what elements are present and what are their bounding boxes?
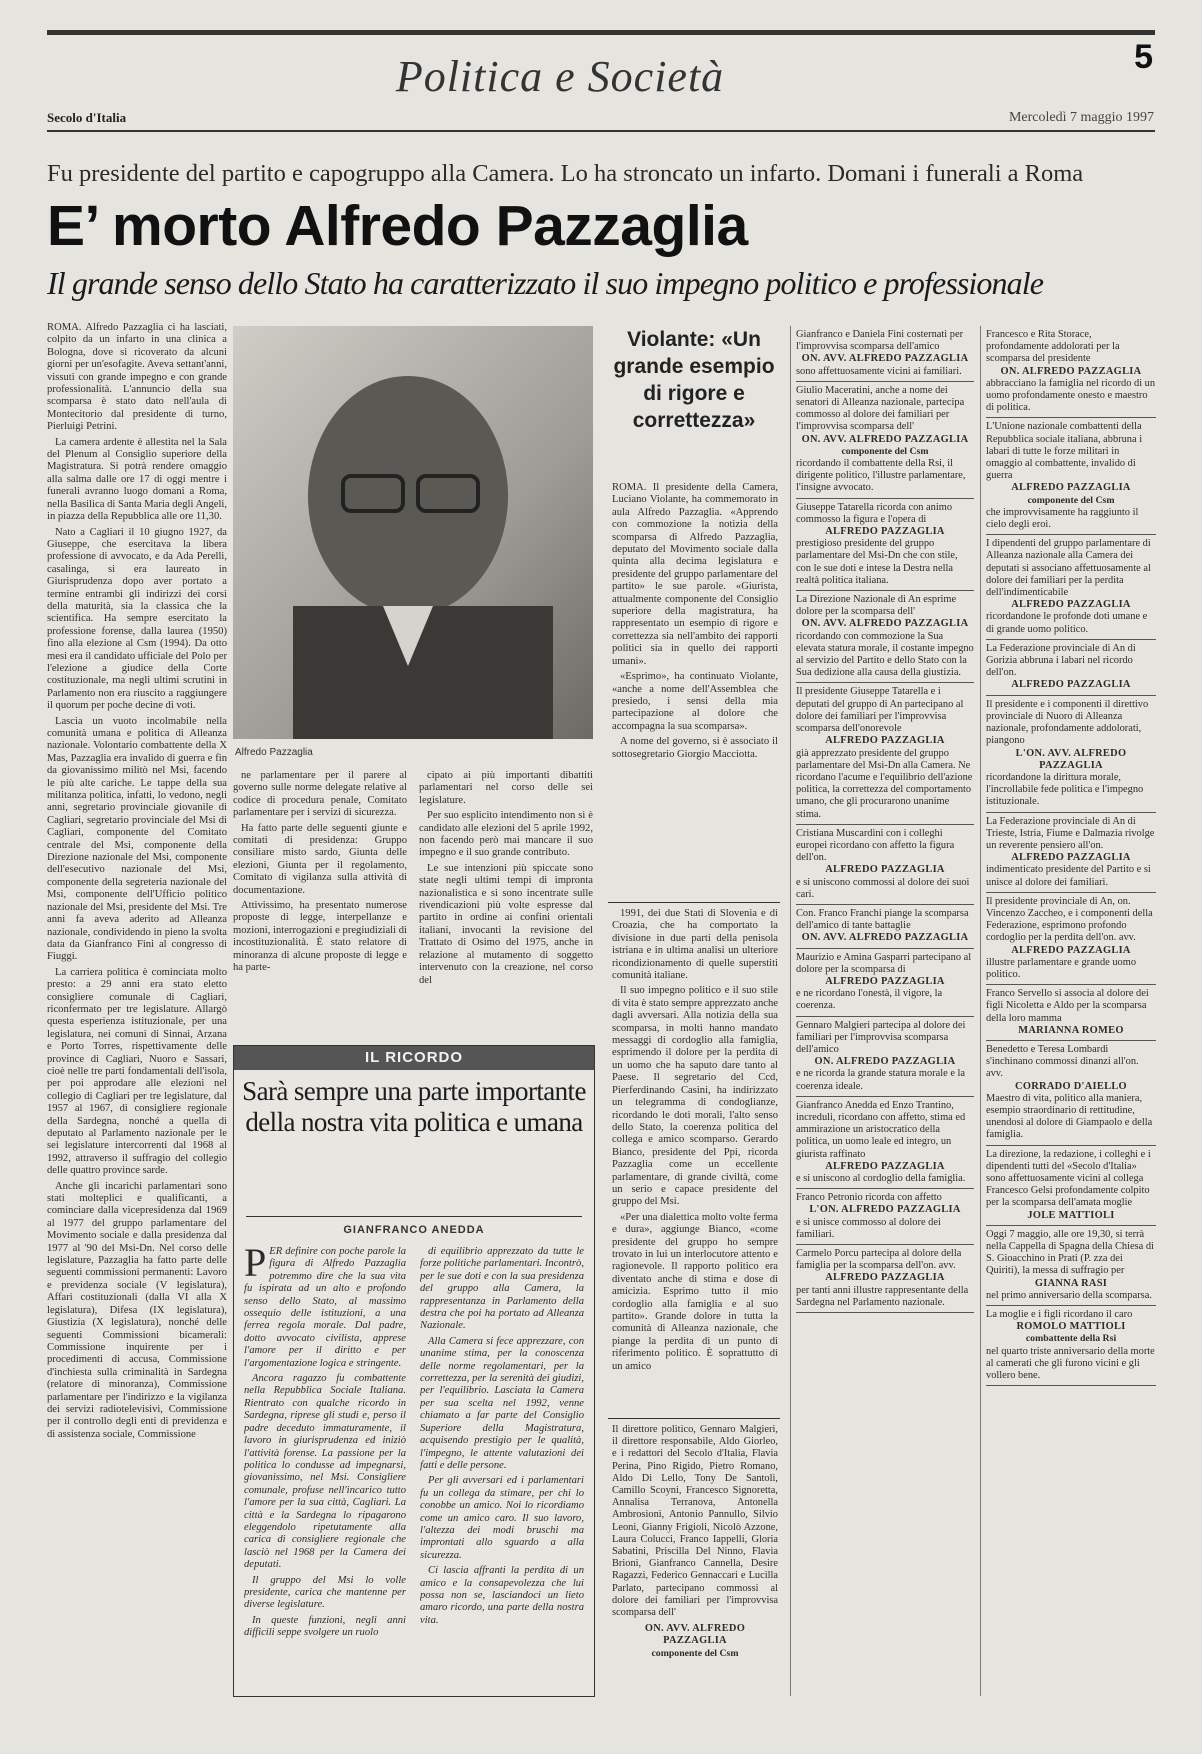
condolence-notice (986, 1306, 1156, 1386)
notice-text: La Federazione provinciale di An di Trieste, Istria, Fiume e Dalmazia rivolge un reverente pensiero all'on. (986, 815, 1155, 851)
condolence-notice (986, 813, 1156, 893)
masthead-rule (47, 130, 1155, 132)
ricordo-paragraph: di equilibrio apprezzato da tutte le forze politiche parlamentari. Incontrò, per le sue doti e con la sua presidenza del gruppo alla Camera, la rappresentanza in Parlamento della destra che poi ha portato ad Alleanza Nazionale. (420, 1246, 584, 1332)
condolence-notice (796, 905, 974, 949)
continuation-paragraph: Il suo impegno politico e il suo stile di vita è stato sempre apprezzato anche dagli avversari. Alla notizia della sua scomparsa, in molti hanno mandato messaggi di cordoglio alla famiglia, esprimendo il dolore per la perdita di un uomo che ha saputo dare tanto al Paese. Il segretario del Ccd, Pierferdinando Casini, ha indirizzato un telegramma di condoglianze, ricordando le doti morali, l'alto senso dello Stato, la coerenza politica del collega e amico scomparso. Gerardo Bianco, presidente del Ppi, ricorda Pazzaglia come un eccellente parlamentare, di grande civiltà, come un serio e capace presidente del gruppo del Msi. (612, 985, 778, 1208)
notice-after: ricordandone le profonde doti umane e di grande uomo politico. (986, 611, 1148, 635)
staff-rule (608, 1418, 780, 1419)
article-paragraph: Attivissimo, ha presentato numerose proposte di legge, interpellanze e mozioni, interrogazioni e pregiudiziali di incostituzionalità. È stato relatore di minoranza di alcune proposte di legge e ha parte- (233, 900, 407, 974)
ricordo-paragraph: Ancora ragazzo fu combattente nella Repubblica Sociale Italiana. Rientrato con qualche ricordo in Sardegna, riprese gli studi e, perso il padre deceduto immaturamente, il lavoro in giurisprudenza ed iniziò l'attività forense. La passione per la politica lo condusse ad impegnarsi, giovanissimo, nel Msi. Consigliere comunale, profuse nell'incarico tutto l'amore per la sua città, Cagliari. La città e la Sardegna lo ripagarono eleggendolo ripetutamente alla carica di consigliere regionale che lasciò nel 1968 per la Camera dei deputati. (244, 1373, 406, 1571)
condolence-notice (796, 825, 974, 905)
notice-after: illustre parlamentare e grande uomo politico. (986, 956, 1137, 980)
notice-after: già apprezzato presidente del gruppo parlamentare del Msi-Dn alla Camera. Ne ricordano l'acume e l'equilibrio dell'azione politica, la correttezza del comportamento umano, che gli procurarono unanime stima. (796, 747, 973, 820)
condolence-notice (986, 893, 1156, 985)
photo-caption: Alfredo Pazzaglia (235, 747, 313, 758)
notice-text: Franco Servello si associa al dolore dei figli Nicoletta e Aldo per la scomparsa della loro mamma (986, 988, 1149, 1024)
notice-after: e si uniscono al cordoglio della famiglia. (796, 1173, 966, 1184)
notice-name: ALFREDO PAZZAGLIA (825, 735, 945, 747)
sidebar-paragraph: ROMA. Il presidente della Camera, Luciano Violante, ha commemorato in aula Alfredo Pazzaglia. «Apprendo con commozione la notizia della scomparsa di Alfredo Pazzaglia, deputato del Movimento sociale dalla quinta alla decima legislatura e presidente del gruppo parlamentare del partito» le sue parole. «Giurista, attualmente componente del Consiglio superiore della magistratura, ha rappresentato un esempio di rigore e correttezza sia nell'ambito dei rapporti politici sia in quello dei rapporti umani». (612, 482, 778, 667)
notice-after: abbracciano la famiglia nel ricordo di un uomo profondamente onesto e maestro di politica. (986, 377, 1156, 414)
condolence-notice (796, 683, 974, 824)
notice-text: L'Unione nazionale combattenti della Repubblica sociale italiana, abbruna i labari di tutte le forze militari in omaggio al combattente, invalido di guerra (986, 421, 1143, 482)
article-paragraph: La carriera politica è cominciata molto presto: a 29 anni era stato eletto consigliere comunale di Cagliari, riconfermato per tre legislature. Allargò questa esperienza istituzionale, per una legislatura, nei comuni di Sinnai, Arzana e Porto Torres, rispettivamente delle province di Cagliari, Nuoro e Sassari, cioè nelle tre parti fondamentali dell'isola, per poi approdare alle elezioni nel collegio di Cagliari per tre legislature, dal 1957 al 1967, di consigliere regionale della Sardegna, nonché a quella di deputato al Parlamento nazionale per le sei legislature intercorrenti dal 1968 al 1992, attraverso il suffragio del collegio delle quattro province sarde. (47, 966, 227, 1177)
ricordo-column-2 (420, 1246, 584, 1688)
notice-text: Giuseppe Tatarella ricorda con animo commosso la figura e l'opera di (796, 501, 953, 525)
notice-name: GIANNA RASI (1034, 1277, 1108, 1289)
notice-name: ALFREDO PAZZAGLIA (825, 526, 945, 538)
notices-divider-2 (980, 326, 981, 1696)
notices-divider-1 (790, 326, 791, 1696)
ricordo-paragraph: Alla Camera si fece apprezzare, con unanime stima, per la conoscenza delle norme regolamentari, per la correttezza, per la serenità dei giudizi, per l'equilibrio. Lasciata la Camera per sua scelta nel 1992, venne chiamato a far parte del Consiglio Superiore della Magistratura, acquisendo prestigio per le qualità, l'impegno, le attente valutazioni dei fatti e delle persone. (420, 1335, 584, 1471)
notice-after: e si unisce commosso al dolore dei familiari. (796, 1216, 941, 1240)
page-number: 5 (1134, 38, 1153, 76)
article-paragraph: Nato a Cagliari il 10 giugno 1927, da Giuseppe, che esercitava la libera professione di avvocato, e da Ada Perelli, casalinga, si era laureato in Giurisprudenza dopo aver portato a termine entrambi gli indirizzi dei corsi della maturità, sia la classica che la scientifica. Ha sempre esercitato la professione forense, dalla laurea (1950) fino alla elezione al Csm (1994). Da otto mesi era il candidato ufficiale del Polo per l'elezione a giudice della Corte costituzionale, ma negli ultimi scrutini in Parlamento non era riuscito a raggiungere il quorum per poche decine di voti. (47, 526, 227, 712)
notice-text: Maurizio e Amina Gasparri partecipano al dolore per la scomparsa di (796, 951, 972, 975)
condolence-notice (796, 949, 974, 1017)
ricordo-paragraph: Per gli avversari ed i parlamentari fu un collega da stimare, per chi lo conobbe un amico. Noi lo ricordiamo come un amico caro. Il suo lavoro, l'altezza dei modi bruschi ma improntati allo sguardo a alla sicurezza. (420, 1475, 584, 1561)
notice-text: La Direzione Nazionale di An esprime dolore per la scomparsa dell' (796, 594, 957, 618)
staff-note-name: ON. AVV. ALFREDO PAZZAGLIA (644, 1623, 746, 1647)
notice-name: JOLE MATTIOLI (1027, 1209, 1115, 1221)
article-paragraph: Anche gli incarichi parlamentari sono stati molteplici e qualificanti, a cominciare dalla vicepresidenza dal 1969 al 1977 del gruppo parlamentare del Movimento sociale e dalla presidenza dal 1977 al '90 del Msi-Dn. Nel corso delle legislature, Pazzaglia ha fatto parte delle seguenti commissioni permanenti: Lavoro e previdenza sociale (V legislatura), Affari costituzionali (dalla VI alla X legislatura), Difesa (IX legislatura), Giustizia (X legislatura), nonché delle seguenti Commissioni bicamerali: Commissione inquirente per i procedimenti di accusa, Commissione d'inchiesta sulla criminalità in Sardegna (relatore di minoranza), Commissione parlamentare per l'indirizzo e la vigilanza dei servizi radiotelevisivi, Commissione per il controllo degli enti di previdenza e di assistenza sociale, Commissione (47, 1180, 227, 1440)
notice-role: combattente della Rsi (1025, 1333, 1117, 1345)
notice-after: prestigioso presidente del gruppo parlamentare del Msi-Dn che con stile, con le sue doti e intese la Destra nella realtà politica italiana. (796, 538, 958, 586)
condolence-notice (986, 418, 1156, 535)
ricordo-box (233, 1045, 595, 1697)
condolence-notice (986, 1226, 1156, 1306)
staff-condolence (612, 1424, 778, 1699)
notice-name: L'ON. AVV. ALFREDO PAZZAGLIA (1015, 747, 1127, 771)
notice-name: ON. AVV. ALFREDO PAZZAGLIA (801, 433, 969, 445)
notices-column-b (986, 326, 1156, 1698)
notice-name: ON. AVV. ALFREDO PAZZAGLIA (801, 353, 969, 365)
portrait-photo (233, 326, 593, 739)
article-paragraph: ne parlamentare per il parere al governo sulle norme delegate relative al codice di procedura penale, Comitato parlamentare per i servizi di sicurezza. (233, 770, 407, 819)
notice-name: ON. ALFREDO PAZZAGLIA (1000, 365, 1142, 377)
condolence-notice (796, 591, 974, 683)
notice-text: Gennaro Malgieri partecipa al dolore dei familiari per l'improvvisa scomparsa dell'amico (796, 1019, 966, 1055)
article-headline: E’ morto Alfredo Pazzaglia (47, 194, 748, 258)
notice-text: I dipendenti del gruppo parlamentare di Alleanza nazionale alla Camera dei deputati si associano affettuosamente al dolore dei familiari per la perdita dell'indimenticabile (986, 538, 1151, 599)
notice-name: ALFREDO PAZZAGLIA (1011, 599, 1131, 611)
notice-name: ON. AVV. ALFREDO PAZZAGLIA (801, 618, 969, 630)
article-kicker: Fu presidente del partito e capogruppo alla Camera. Lo ha stroncato un infarto. Domani i funerali a Roma (47, 160, 1084, 187)
notice-text: Francesco e Rita Storace, profondamente addolorati per la scomparsa del presidente (986, 329, 1120, 365)
condolence-notice (796, 1245, 974, 1313)
notice-text: Il presidente e i componenti il direttivo provinciale di Nuoro di Alleanza nazionale, profondamente addolorati, piangono (986, 698, 1149, 747)
condolence-notice (986, 326, 1156, 418)
notice-text: Con. Franco Franchi piange la scomparsa dell'amico di tante battaglie (796, 907, 969, 932)
notice-after: nel quarto triste anniversario della morte al camerati che gli furono vicini e gli vollero bene. (986, 1345, 1155, 1382)
ricordo-paragraph: In queste funzioni, negli anni difficili seppe svolgere un ruolo (244, 1614, 406, 1639)
article-column-2 (233, 770, 407, 1035)
notice-text: Franco Petronio ricorda con affetto (796, 1192, 942, 1204)
ricordo-column-1 (244, 1246, 406, 1688)
notice-after: e si uniscono commossi al dolore dei suoi cari. (796, 876, 970, 900)
notice-after: indimenticato presidente del Partito e si unisce al dolore dei familiari. (986, 864, 1151, 888)
notice-after: per tanti anni illustre rappresentante della Sardegna nel Parlamento nazionale. (796, 1284, 969, 1308)
notice-role: componente del Csm (841, 445, 929, 457)
continuation-paragraph: «Per una dialettica molto volte ferma e dura», aggiunge Bianco, «come presidente del gruppo ho sempre trovato in lui un interlocutore attento e ragionevole. Il rapporto politico era diventato anche di stima e dose di amicizia. Esprimo tutto il mio cordoglio alla famiglia e al suo partito». Grande dolore in tutta la comunità di Alleanza nazionale, che piange la perdita di un punto di riferimento politico. È soprattutto di un amico (612, 1211, 778, 1372)
section-title: Politica e Società (395, 52, 725, 101)
drop-cap: P (244, 1246, 267, 1285)
notice-after: ricordando con commozione la Sua elevata statura morale, il costante impegno al servizio del Partito e dello Stato con la Sua dedizione alla causa della giustizia. (796, 630, 974, 679)
notice-name: ALFREDO PAZZAGLIA (1011, 852, 1131, 864)
notice-name: ALFREDO PAZZAGLIA (1011, 482, 1131, 494)
notice-name: CORRADO D'AIELLO (1015, 1080, 1127, 1092)
article-paragraph: Ha fatto parte delle seguenti giunte e comitati di presidenza: Gruppo consiliare misto sardo, Giunta delle elezioni, Giunta per il regolamento, Comitato di vigilanza sulla attività di documentazione. (233, 822, 407, 896)
notice-after: e ne ricordano l'onestà, il vigore, la coerenza. (796, 988, 943, 1012)
ricordo-paragraph-text: ER definire con poche parole la figura di Alfredo Pazzaglia potremmo dire che la sua vita fu ispirata ad un alto e profondo senso dello Stato, al massimo ossequio delle istituzioni, a una ferrea regola morale. Dal padre, dotto avvocato civilista, apprese l'amore per il diritto e per l'argomentazione logica e stringente. (244, 1246, 406, 1369)
notice-text: Il presidente Giuseppe Tatarella e i deputati del gruppo di An partecipano al dolore dei familiari per l'improvvisa scomparsa dell'onorevole (796, 686, 964, 735)
notice-name: MARIANNA ROMEO (1018, 1024, 1124, 1036)
notice-after: Maestro di vita, politico alla maniera, esempio straordinario di rettitudine, unendosi al dolore di Giampaolo e della famiglia. (986, 1092, 1153, 1141)
notice-after: nel primo anniversario della scomparsa. (986, 1289, 1152, 1301)
notice-after: e ne ricorda la grande statura morale e la coerenza ideale. (796, 1068, 966, 1092)
ricordo-title: Sarà sempre una parte importante della nostra vita politica e umana (242, 1076, 586, 1137)
condolence-notice (796, 1017, 974, 1097)
notice-name: ON. AVV. ALFREDO PAZZAGLIA (801, 932, 969, 944)
staff-note-role: componente del Csm (651, 1647, 739, 1659)
top-rule (47, 30, 1155, 35)
article-paragraph: ROMA. Alfredo Pazzaglia ci ha lasciati, colpito da un infarto in una clinica a Bologna, dove si ricoverato da alcuni giorni per un'esofagite. Aveva settant'anni, vissuti con grande impegno e con grande professionalità. L'annuncio della sua scomparsa è stato dato nell'aula di Montecitorio dal presidente di turno, Pierluigi Petrini. (47, 322, 227, 433)
notice-name: ALFREDO PAZZAGLIA (825, 1272, 945, 1284)
notice-name: L'ON. ALFREDO PAZZAGLIA (809, 1204, 961, 1216)
notice-text: La moglie e i figli ricordano il caro (986, 1309, 1133, 1321)
notice-role: componente del Csm (1027, 494, 1115, 506)
ricordo-band: IL RICORDO (234, 1046, 594, 1070)
notices-column-a (796, 326, 974, 1698)
notice-text: Oggi 7 maggio, alle ore 19,30, si terrà nella Cappella di Spagna della Chiesa di S. Gioacchino in Prati (P. zza dei Quiriti), la messa di suffragio per (986, 1228, 1154, 1277)
notice-text: Benedetto e Teresa Lombardi s'inchinano commossi dinanzi all'on. avv. (986, 1043, 1139, 1080)
issue-date: Mercoledì 7 maggio 1997 (1008, 110, 1154, 125)
article-paragraph: Lascia un vuoto incolmabile nella comunità umana e politica di Alleanza nazionale. Volontario combattente della X Mas, Pazzaglia era invalido di guerra e fin da giovanissimo militò nel Msi, facendo le più alte cariche. Le tappe della sua militanza politica, infatti, lo vedono, negli anni, segretario provinciale giovanile di Cagliari, segretario provinciale del Msi di Cagliari, componente del Comitato centrale del Msi, componente della Direzione nazionale del Msi, componente dell'esecutivo nazionale del Msi, componente della segreteria nazionale del Msi, componente dell'Ufficio politico nazionale del Msi, presidente del Msi. Tre anni fa aveva aderito ad Alleanza nazionale, condividendo in pieno la svolta data da Gianfranco Fini al congresso di Fiuggi. (47, 715, 227, 963)
article-paragraph: La camera ardente è allestita nel la Sala del Plenum al Consiglio superiore della Magistratura. Si potrà rendere omaggio alla salma dalle ore 17 di oggi mentre i funerali avranno luogo domani a Roma, nella Basilica di Santa Maria degli Angeli, in piazza della Repubblica alle ore 11,30. (47, 436, 227, 523)
article-continuation (612, 908, 778, 1408)
condolence-notice (986, 1041, 1156, 1146)
notice-name: ROMOLO MATTIOLI (1016, 1321, 1126, 1333)
notice-text: Giulio Maceratini, anche a nome dei senatori di Alleanza nazionale, partecipa commosso al dolore dei familiari per l'improvvisa scomparsa dell' (796, 384, 965, 433)
ricordo-byline: GIANFRANCO ANEDDA (343, 1224, 485, 1236)
ricordo-rule (246, 1216, 582, 1217)
condolence-notice (986, 535, 1156, 640)
portrait-silhouette (233, 326, 593, 739)
notice-text: Carmelo Porcu partecipa al dolore della famiglia per la scomparsa dell'on. avv. (796, 1248, 962, 1272)
notice-after: ricordando il combattente della Rsi, il dirigente politico, l'illustre parlamentare, l'insigne avvocato. (796, 458, 966, 494)
condolence-notice (986, 640, 1156, 696)
article-paragraph: cipato ai più importanti dibattiti parlamentari nel corso delle sei legislature. (419, 770, 593, 806)
staff-note-text: Il direttore politico, Gennaro Malgieri, il direttore responsabile, Aldo Giorleo, e i redattori del Secolo d'Italia, Flavia Perina, Pino Rigido, Pietro Romano, Aldo Di Lello, Tony De Santoli, Camillo Scoyni, Francesco Signoretta, Annalisa Terranova, Antonella Ambrosioni, Antonio Pannullo, Silvio Leoni, Gianny Frigioli, Nicolò Azzone, Laura Colucci, Franco Iappelli, Gloria Sabatini, Priscilla Del Ninno, Flavia Brioni, Gianfranco Cannella, Desire Ragazzi, Federico Gennaccari e Lucilla Parlato, partecipano commossi al dolore dei familiari per l'improvvisa scomparsa dell' (612, 1424, 778, 1619)
article-column-3 (419, 770, 593, 1035)
condolence-notice (796, 1189, 974, 1245)
notice-text: La Federazione provinciale di An di Gorizia abbruna i labari nel ricordo dell'on. (986, 642, 1136, 679)
notice-text: Il presidente provinciale di An, on. Vincenzo Zaccheo, e i componenti della Federazione, esprimono profondo cordoglio per la perdita dell'on. avv. (986, 895, 1153, 944)
sidebar-title: Violante: «Un grande esempio di rigore e correttezza» (613, 328, 775, 432)
notice-text: Cristiana Muscardini con i colleghi europei ricordano con affetto la figura dell'on. (796, 827, 955, 864)
notice-after: che improvvisamente ha raggiunto il cielo degli eroi. (986, 506, 1139, 531)
sidebar-text (612, 482, 778, 892)
article-subhead: Il grande senso dello Stato ha caratterizzato il suo impegno politico e professionale (47, 265, 1044, 301)
notice-text: Gianfranco e Daniela Fini costernati per l'improvvisa scomparsa dell'amico (796, 329, 964, 353)
condolence-notice (796, 499, 974, 591)
notice-name: ON. ALFREDO PAZZAGLIA (814, 1056, 956, 1068)
notice-name: ALFREDO PAZZAGLIA (1011, 944, 1131, 956)
condolence-notice (796, 1097, 974, 1189)
ricordo-paragraph: Ci lascia affranti la perdita di un amico e la consapevolezza che lui possa non se, lasciandoci un lieto amaro ricordo, una parte della nostra vita. (420, 1565, 584, 1626)
condolence-notice (986, 985, 1156, 1041)
notice-name: ALFREDO PAZZAGLIA (1011, 679, 1131, 691)
notice-name: ALFREDO PAZZAGLIA (825, 864, 945, 876)
ricordo-paragraph (244, 1246, 406, 1370)
sidebar-rule (608, 902, 780, 903)
condolence-notice (986, 696, 1156, 813)
sidebar-title-box (608, 326, 780, 474)
notice-after: sono affettuosamente vicini ai familiari. (796, 365, 962, 377)
notice-name: ALFREDO PAZZAGLIA (825, 975, 945, 987)
condolence-notice (796, 326, 974, 382)
notice-after: ricordandone la dirittura morale, l'incrollabile fede politica e l'impegno istituzionale. (986, 771, 1144, 808)
condolence-notice (986, 1146, 1156, 1226)
sidebar-paragraph: «Esprimo», ha continuato Violante, «anche a nome dell'Assemblea che presiedo, i sensi della mia partecipazione al dolore che accompagna la sua scomparsa». (612, 671, 778, 732)
continuation-paragraph: 1991, dei due Stati di Slovenia e di Croazia, che ha comportato la divisione in due parti della penisola istriana e in ultima analisi un ulteriore ricondizionamento di quelle superstiti comunità italiane. (612, 908, 778, 982)
notice-name: ALFREDO PAZZAGLIA (825, 1160, 945, 1172)
article-column-1 (47, 322, 227, 1700)
notice-text: Gianfranco Anedda ed Enzo Trantino, increduli, ricordano con affetto, stima ed ammirazione un aristocratico della politica, un uomo leale ed integro, un giurista raffinato (796, 1099, 966, 1160)
paper-name: Secolo d'Italia (47, 110, 127, 125)
ricordo-paragraph: Il gruppo del Msi lo volle presidente, carica che mantenne per diverse legislature. (244, 1574, 406, 1611)
notice-text: La direzione, la redazione, i colleghi e i dipendenti tutti del «Secolo d'Italia» sono affettuosamente vicini al collega Francesco Gelsi profondamente colpito per la scomparsa dell'amata moglie (986, 1148, 1151, 1209)
condolence-notice (796, 382, 974, 499)
article-paragraph: Le sue intenzioni più spiccate sono state negli ultimi tempi di impronta nazionalistica e si sono incentrate sulle rivendicazioni più volte espresse dal partito in ordine ai confini orientali italiani, invocanti la revisione del Trattato di Osimo del 1975, anche in relazione al mutamento di soggetto intervenuto con la creazione, nel corso del (419, 862, 593, 986)
article-paragraph: Per suo esplicito intendimento non si è candidato alle elezioni del 5 aprile 1992, non facendo però mai mancare il suo impegno e il suo grande contributo. (419, 810, 593, 859)
sidebar-paragraph: A nome del governo, si è associato il sottosegretario Giorgio Macciotta. (612, 736, 778, 760)
